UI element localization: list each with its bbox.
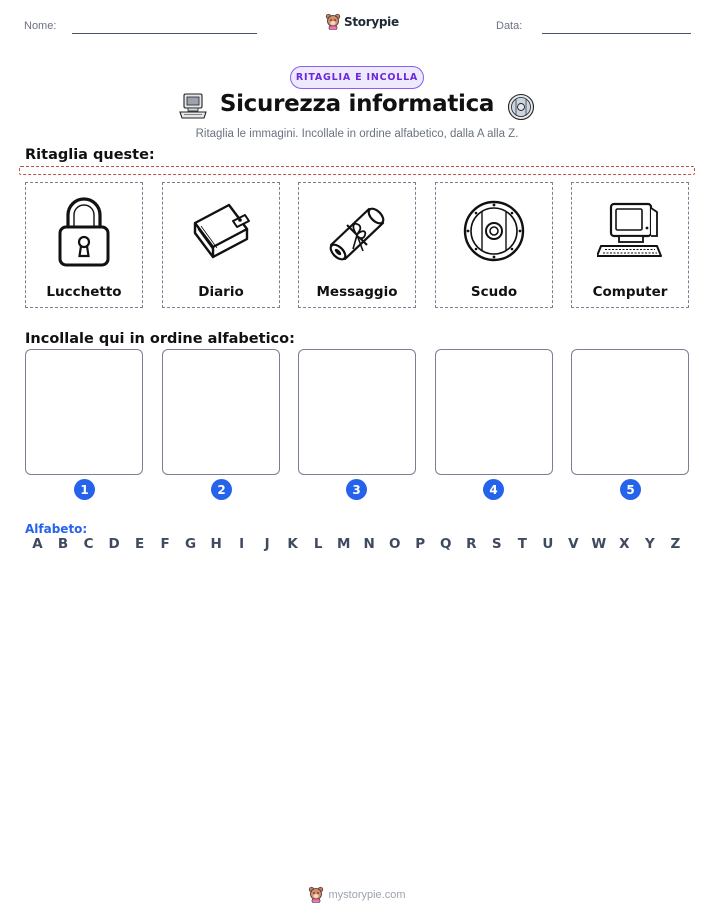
alphabet-letter: W bbox=[591, 536, 607, 552]
cut-card-diario[interactable] bbox=[162, 182, 280, 308]
brand-logo bbox=[325, 13, 399, 30]
order-number-1: 1 bbox=[74, 479, 95, 500]
alphabet-letter: Y bbox=[644, 536, 655, 552]
alphabet-letter: X bbox=[619, 536, 630, 552]
card-label: Lucchetto bbox=[46, 284, 122, 300]
cut-card-lucchetto[interactable] bbox=[25, 182, 143, 308]
card-label: Computer bbox=[592, 284, 668, 300]
alphabet-letter: A bbox=[32, 536, 43, 552]
alphabet-letter: T bbox=[517, 536, 527, 552]
date-line[interactable] bbox=[542, 33, 691, 34]
alphabet-letter: Z bbox=[670, 536, 681, 552]
scroll-message-icon bbox=[299, 189, 415, 273]
order-number-5: 5 bbox=[620, 479, 641, 500]
alphabet-letter: K bbox=[287, 536, 298, 552]
paste-box-1[interactable] bbox=[25, 349, 143, 475]
paste-box-4[interactable] bbox=[435, 349, 553, 475]
alphabet-letter: J bbox=[264, 536, 270, 552]
cut-card-scudo[interactable] bbox=[435, 182, 553, 308]
alphabet-letter: C bbox=[83, 536, 94, 552]
name-label: Nome: bbox=[24, 20, 57, 32]
alphabet-letter: U bbox=[542, 536, 554, 552]
activity-badge bbox=[290, 66, 424, 89]
name-line[interactable] bbox=[72, 33, 257, 34]
bear-mascot-icon bbox=[325, 13, 341, 30]
alphabet-label: Alfabeto: bbox=[25, 522, 88, 536]
alphabet-letter: G bbox=[185, 536, 197, 552]
alphabet-letter: F bbox=[160, 536, 170, 552]
date-label: Data: bbox=[496, 20, 523, 32]
paste-box-3[interactable] bbox=[298, 349, 416, 475]
cut-card-computer[interactable] bbox=[571, 182, 689, 308]
alphabet-letter: P bbox=[415, 536, 426, 552]
paste-section-heading: Incollale qui in ordine alfabetico: bbox=[25, 331, 295, 347]
footer bbox=[0, 886, 714, 903]
order-number-3: 3 bbox=[346, 479, 367, 500]
alphabet-letter: D bbox=[108, 536, 120, 552]
instructions: Ritaglia le immagini. Incollale in ordine alfabetico, dalla A alla Z. bbox=[195, 128, 519, 140]
alphabet-letter: M bbox=[336, 536, 351, 552]
card-label: Scudo bbox=[470, 284, 518, 300]
page-title: Sicurezza informatica bbox=[219, 91, 495, 117]
alphabet-letter: Q bbox=[440, 536, 452, 552]
alphabet-letter: I bbox=[239, 536, 245, 552]
diary-icon bbox=[163, 189, 279, 273]
paste-box-5[interactable] bbox=[571, 349, 689, 475]
order-number-2: 2 bbox=[211, 479, 232, 500]
order-number-4: 4 bbox=[483, 479, 504, 500]
alphabet-letter: B bbox=[57, 536, 69, 552]
computer-icon bbox=[572, 189, 688, 273]
alphabet-letter: R bbox=[466, 536, 477, 552]
alphabet-letter: E bbox=[134, 536, 145, 552]
alphabet-letter: N bbox=[363, 536, 375, 552]
activity-badge-text: RITAGLIA E INCOLLA bbox=[295, 72, 419, 83]
card-label: Messaggio bbox=[316, 284, 398, 300]
alphabet-letter: V bbox=[568, 536, 579, 552]
shield-icon bbox=[436, 189, 552, 273]
padlock-icon bbox=[26, 189, 142, 273]
shield-icon bbox=[507, 93, 535, 126]
paste-box-2[interactable] bbox=[162, 349, 280, 475]
alphabet-letter: S bbox=[491, 536, 502, 552]
cut-card-messaggio[interactable] bbox=[298, 182, 416, 308]
cut-section-heading: Ritaglia queste: bbox=[25, 147, 155, 163]
brand-name: Storypie bbox=[344, 14, 399, 29]
bear-mascot-icon bbox=[308, 886, 324, 903]
alphabet-letter: O bbox=[388, 536, 401, 552]
footer-site-link[interactable]: mystorypie.com bbox=[328, 888, 406, 901]
alphabet-row bbox=[25, 536, 688, 552]
alphabet-letter: L bbox=[313, 536, 323, 552]
alphabet-letter: H bbox=[210, 536, 222, 552]
cut-line bbox=[19, 166, 695, 175]
card-label: Diario bbox=[198, 284, 244, 300]
